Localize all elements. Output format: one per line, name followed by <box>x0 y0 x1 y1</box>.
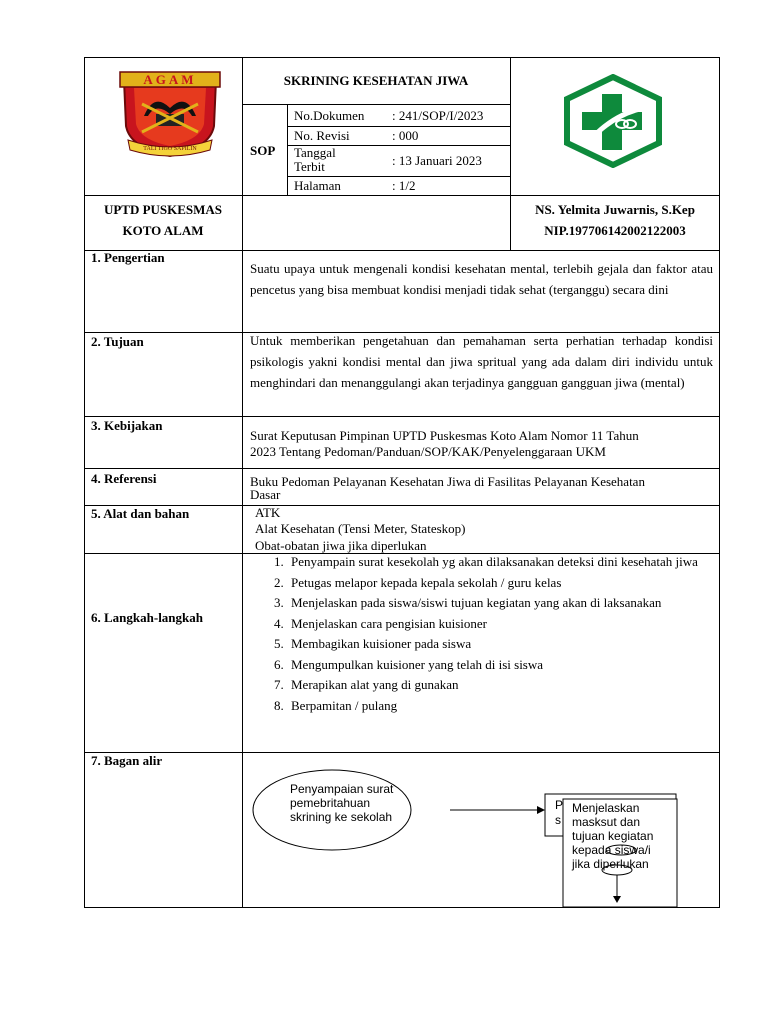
alat-item: Obat-obatan jiwa jika diperlukan <box>255 538 427 553</box>
section-label-kebijakan: 3. Kebijakan <box>91 418 163 433</box>
section-text-pengertian: Suatu upaya untuk mengenali kondisi kesehatan mental, terlebih gejala dan faktor atau pencetus yang bisa membuat kondisi menjadi tidak sehat (terganggu) secara dini <box>250 261 713 297</box>
grid-line <box>510 57 511 250</box>
meta-label-halaman: Halaman <box>294 178 341 193</box>
flow-oval-text-3: skrining ke sekolah <box>290 810 393 824</box>
grid-line <box>287 104 288 195</box>
grid-line <box>84 468 720 469</box>
grid-line <box>242 104 510 105</box>
flow-hidden-box-fragment: P <box>555 798 564 812</box>
step-item: 8. Berpamitan / pulang <box>287 696 707 717</box>
section-label-langkah: 6. Langkah-langkah <box>91 610 203 625</box>
flow-hidden-box-fragment: s <box>555 813 561 827</box>
meta-value-no-dokumen: : 241/SOP/I/2023 <box>392 108 484 123</box>
section-label-pengertian: 1. Pengertian <box>91 250 165 265</box>
emblem-ribbon-text: TALI TIGO SAPILIN <box>143 146 197 152</box>
step-item: 3. Menjelaskan pada siswa/siswi tujuan kegiatan yang akan di laksanakan <box>287 593 707 614</box>
section-text-kebijakan-1: Surat Keputusan Pimpinan UPTD Puskesmas Koto Alam Nomor 11 Tahun <box>250 428 639 443</box>
flow-box-text-1: Menjelaskan <box>572 801 640 815</box>
meta-label-no-revisi: No. Revisi <box>294 128 350 143</box>
section-text-referensi-1: Buku Pedoman Pelayanan Kesehatan Jiwa di Fasilitas Pelayanan Kesehatan <box>250 474 645 489</box>
step-item: 7. Merapikan alat yang di gunakan <box>287 675 707 696</box>
alat-item: Alat Kesehatan (Tensi Meter, Stateskop) <box>255 521 466 536</box>
step-item: 5. Membagikan kuisioner pada siswa <box>287 634 707 655</box>
emblem-banner-text: AGAM <box>143 72 197 87</box>
org-name-line1: UPTD PUSKESMAS <box>103 202 223 217</box>
document-title: SKRINING KESEHATAN JIWA <box>283 73 469 88</box>
puskesmas-logo <box>562 74 664 168</box>
section-label-tujuan: 2. Tujuan <box>91 334 144 349</box>
grid-line <box>84 195 720 196</box>
signer-name: NS. Yelmita Juwarnis, S.Kep <box>535 202 695 217</box>
flow-box-text-5: jika diperlukan <box>572 857 649 871</box>
step-item: 4. Menjelaskan cara pengisian kuisioner <box>287 614 707 635</box>
section-label-alat: 5. Alat dan bahan <box>91 506 190 521</box>
grid-line <box>84 250 720 251</box>
flow-box-text-2: masksut dan <box>572 815 641 829</box>
step-item: 1. Penyampain surat kesekolah yg akan dilaksanakan deteksi dini kesehatah jiwa <box>287 552 707 573</box>
org-name-line2: KOTO ALAM <box>122 223 204 238</box>
section-text-tujuan: Untuk memberikan pengetahuan dan pemahaman serta perhatian terhadap kondisi psikologis yakni kondisi mental dan jiwa spritual yang ada dalam diri individu untuk menghindari dan menanggulangi akan terjadinya gangguan gangguan jiwa (mental) <box>250 333 713 390</box>
step-item: 2. Petugas melapor kepada kepala sekolah / guru kelas <box>287 573 707 594</box>
meta-label-no-dokumen: No.Dokumen <box>294 108 365 123</box>
flow-box-text-4: kepada siswa/i <box>572 843 651 857</box>
flow-oval-text-2: pemebritahuan <box>290 796 371 810</box>
meta-value-halaman: : 1/2 <box>392 178 416 193</box>
grid-line <box>287 126 510 127</box>
sop-label: SOP <box>250 143 276 158</box>
section-text-referensi-2: Dasar <box>250 487 281 502</box>
grid-line <box>84 416 720 417</box>
section-label-bagan: 7. Bagan alir <box>91 753 163 768</box>
section-text-kebijakan-2: 2023 Tentang Pedoman/Panduan/SOP/KAK/Penyelenggaraan UKM <box>250 444 606 459</box>
flow-box-text-3: tujuan kegiatan <box>572 829 654 843</box>
grid-line <box>287 176 510 177</box>
meta-label-tanggal-terbit: Tanggal Terbit <box>294 145 336 174</box>
alat-item: ATK <box>255 505 281 520</box>
step-item: 6. Mengumpulkan kuisioner yang telah di isi siswa <box>287 655 707 676</box>
meta-value-no-revisi: : 000 <box>392 128 419 143</box>
meta-value-tanggal-terbit: : 13 Januari 2023 <box>392 153 482 168</box>
section-label-referensi: 4. Referensi <box>91 471 157 486</box>
steps-list <box>245 552 707 716</box>
flow-oval-text-1: Penyampaian surat <box>290 782 394 796</box>
flow-arrow-head <box>537 806 545 814</box>
signer-nip: NIP.197706142002122003 <box>544 223 686 238</box>
